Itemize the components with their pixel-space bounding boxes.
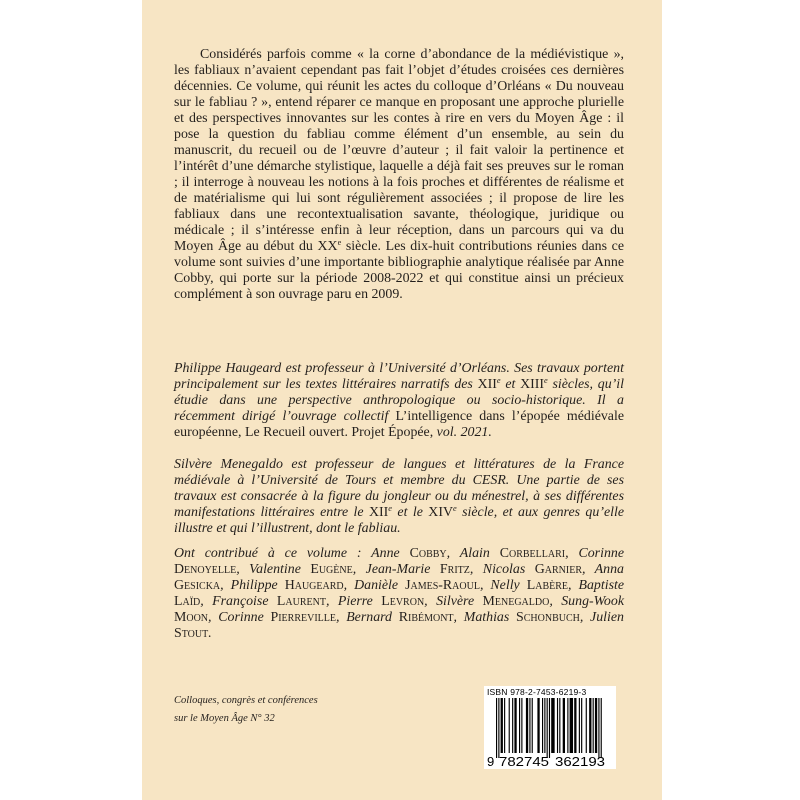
barcode-bar xyxy=(529,698,530,753)
barcode-bar xyxy=(551,698,554,753)
barcode-bar xyxy=(579,698,580,753)
barcode-bar xyxy=(581,698,582,753)
contrib-run-38: . xyxy=(208,626,212,641)
barcode-bar xyxy=(498,698,499,758)
contrib-run-15: Haugeard xyxy=(284,578,344,593)
series-line-1: Colloques, congrès et conférences xyxy=(174,695,318,706)
bio1-run-4: XIII xyxy=(520,377,545,392)
contrib-run-33: Ribémont xyxy=(398,610,454,625)
summary-paragraph xyxy=(174,47,624,303)
bio1-run-0: Philippe Haugeard est professeur à l’Université d’Orléans. Ses travaux portent principalement sur les textes littéraires narratifs des xyxy=(174,361,624,392)
contrib-run-11: Garnier xyxy=(534,562,582,577)
author-bio-haugeard xyxy=(174,361,624,441)
barcode-bar xyxy=(593,698,594,753)
barcode-bar xyxy=(586,698,587,753)
barcode-bar xyxy=(496,698,497,758)
bio1-run-6: siècles, qu’il étudie dans une perspective anthropologique ou socio-historique. Il a récemment dirigé l’ouvrage collectif xyxy=(174,377,624,424)
barcode-bar xyxy=(570,698,573,753)
contrib-run-18: , Nelly xyxy=(479,578,527,593)
contrib-run-2: , Alain xyxy=(446,546,500,561)
author-bio-menegaldo xyxy=(174,457,624,537)
bio1-run-5: e xyxy=(544,376,548,385)
bio2-run-6: siècle, et aux genres qu’elle illustre et qui l’illustrent, dont le fabliau. xyxy=(174,505,624,536)
barcode-bar xyxy=(563,698,565,753)
barcode-left-digits: 782745 xyxy=(499,754,549,769)
barcode-bar xyxy=(501,698,503,753)
contrib-run-12: , Anna xyxy=(582,562,625,577)
series-line-2: sur le Moyen Âge N° 32 xyxy=(174,713,275,724)
contrib-run-24: , Pierre xyxy=(325,594,382,609)
barcode-bar xyxy=(544,698,545,753)
bio2-run-3: et le xyxy=(392,505,429,520)
bio1-run-2: e xyxy=(496,376,501,385)
bio2-run-2: e xyxy=(388,504,392,513)
contrib-run-27: Menegaldo xyxy=(482,594,550,609)
barcode-bar xyxy=(567,698,568,753)
isbn-label: ISBN 978-2-7453-6219-3 xyxy=(487,687,587,697)
barcode-bar xyxy=(537,698,539,753)
barcode-bar xyxy=(601,698,602,758)
barcode-bar xyxy=(521,698,522,753)
contrib-run-14: , Philippe xyxy=(220,578,285,593)
barcode-bar xyxy=(542,698,543,753)
isbn-barcode-block xyxy=(484,686,616,769)
barcode xyxy=(484,686,616,769)
contrib-run-20: , Baptiste xyxy=(568,578,624,593)
barcode-bar xyxy=(519,698,520,753)
contrib-run-8: , Jean-Marie xyxy=(352,562,440,577)
contrib-run-10: , Nicolas xyxy=(469,562,535,577)
contrib-run-30: , Corinne xyxy=(208,610,271,625)
barcode-bar xyxy=(598,698,599,758)
summary-run-1: XX xyxy=(317,239,338,254)
contrib-run-28: , Sung-Wook xyxy=(549,594,624,609)
barcode-bar xyxy=(559,698,560,753)
series-info xyxy=(174,692,318,728)
barcode-bar xyxy=(509,698,510,753)
contrib-run-21: Laïd xyxy=(174,594,201,609)
contributors-list xyxy=(174,546,624,642)
contrib-run-25: Levron xyxy=(381,594,425,609)
contrib-run-34: , Mathias xyxy=(453,610,517,625)
barcode-bar xyxy=(595,698,597,753)
contrib-run-37: Stout xyxy=(174,626,209,641)
contrib-run-32: , Bernard xyxy=(336,610,399,625)
bio2-run-5: e xyxy=(452,504,457,513)
contrib-run-0: Ont contribué à ce volume : Anne xyxy=(174,546,410,561)
contrib-run-9: Fritz xyxy=(439,562,470,577)
bio1-run-8: vol. 2021. xyxy=(433,425,492,440)
contrib-run-1: Cobby xyxy=(409,546,447,561)
barcode-bar xyxy=(526,698,528,753)
bio2-run-4: XIV xyxy=(428,505,453,520)
contrib-run-4: , Corinne xyxy=(565,546,624,561)
barcode-bar xyxy=(512,698,513,753)
bio1-run-3: et xyxy=(500,377,521,392)
barcode-bar xyxy=(547,698,548,758)
contrib-run-16: , Danièle xyxy=(343,578,406,593)
contrib-run-23: Laurent xyxy=(276,594,326,609)
contrib-run-26: , Silvère xyxy=(424,594,483,609)
bio2-run-0: Silvère Menegaldo est professeur de langues et littératures de la France médiévale à l’Université de Tours et membre du CESR. Une partie de ses travaux est consacrée à la figure du jongleur ou du ménestrel, à ses différentes manifestations littéraires entre le xyxy=(174,457,624,520)
summary-run-2: e xyxy=(337,238,342,247)
bio2-run-1: XII xyxy=(369,505,389,520)
barcode-bar xyxy=(532,698,533,753)
contrib-run-17: James-Raoul xyxy=(405,578,480,593)
summary-run-0: Considérés parfois comme « la corne d’abondance de la médiévistique », les fabliaux n’avaient cependant pas fait l’objet d’études croisées ces dernières décennies. Ce volume, qui réunit les actes du colloque d’Orléans « Du nouveau sur le fabliau ? », entend réparer ce manque en proposant une approche plurielle et des perspectives innovantes sur les contes à rire en vers du Moyen Âge : il pose la question du fabliau comme élément d’un ensemble, au sein du manuscrit, du recueil ou de l’œuvre d’auteur ; il fait valoir la pertinence et l’intérêt d’une démarche stylistique, laquelle a déjà fait ses preuves sur le roman ; il interroge à nouveau les notions à la fois proches et différentes de réalisme et de matérialisme qui lui sont régulièrement associées ; il propose de lire les fabliaux dans une recontextualisation savante, théologique, juridique ou médicale ; il s’intéresse enfin à leur réception, dans un parcours qui va du Moyen Âge au début du xyxy=(174,47,624,254)
bio1-run-1: XII xyxy=(477,377,497,392)
bio1-run-7: L’intelligence dans l’épopée médiévale européenne, Le Recueil ouvert. Projet Épopée, xyxy=(174,409,624,440)
barcode-bar xyxy=(504,698,505,753)
barcode-first-digit: 9 xyxy=(487,754,495,769)
contrib-run-19: Labère xyxy=(526,578,568,593)
contrib-run-36: , Julien xyxy=(579,610,625,625)
barcode-right-digits: 362193 xyxy=(555,754,605,769)
barcode-bar xyxy=(514,698,516,753)
barcode-bar xyxy=(557,698,558,753)
contrib-run-22: , Françoise xyxy=(200,594,277,609)
barcode-bar xyxy=(589,698,591,753)
contrib-run-5: Denoyelle xyxy=(174,562,237,577)
contrib-run-31: Pierreville xyxy=(270,610,336,625)
contrib-run-35: Schonbuch xyxy=(516,610,580,625)
summary-run-3: siècle. Les dix-huit contributions réunies dans ce volume sont suivies d’une importante bibliographie analytique réalisée par Anne Cobby, qui porte sur la période 2008-2022 et qui constitue ainsi un précieux complément à son ouvrage paru en 2009. xyxy=(174,239,624,302)
contrib-run-7: Eugène xyxy=(310,562,353,577)
contrib-run-6: , Valentine xyxy=(236,562,311,577)
barcode-bar xyxy=(574,698,576,753)
contrib-run-3: Corbellari xyxy=(499,546,566,561)
contrib-run-29: Moon xyxy=(174,610,209,625)
barcode-bar xyxy=(549,698,550,758)
contrib-run-13: Gesicka xyxy=(174,578,221,593)
